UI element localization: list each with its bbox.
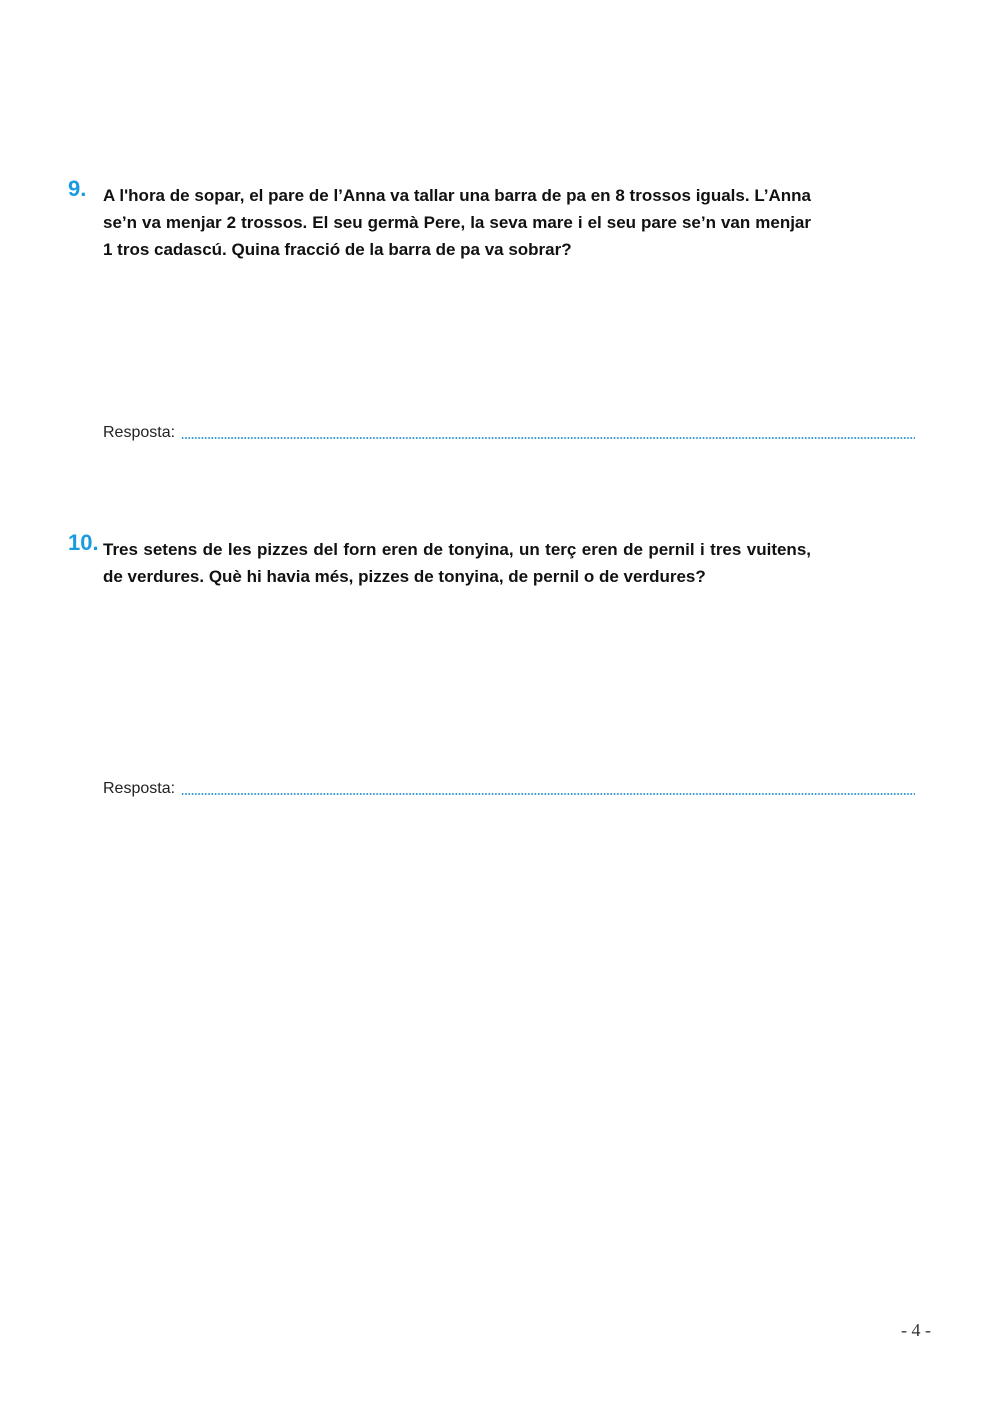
page-number: - 4 -	[901, 1320, 931, 1340]
answer-row-10	[103, 776, 915, 798]
answer-row-9	[103, 420, 915, 442]
question-number: 10.	[68, 530, 99, 555]
answer-label: Resposta:	[103, 780, 176, 797]
question-9	[68, 176, 828, 263]
question-10	[68, 530, 828, 590]
question-number: 9.	[68, 176, 87, 201]
answer-field[interactable]	[181, 793, 915, 795]
question-text: A l'hora de sopar, el pare de l’Anna va tallar una barra de pa en 8 trossos iguals. L’Anna se’n va menjar 2 trossos. El seu germà Pere, la seva mare i el seu pare se’n van menjar 1 tros cadascú. Quina fracció de la barra de pa va sobrar?	[103, 186, 811, 259]
answer-field[interactable]	[181, 437, 915, 439]
question-text: Tres setens de les pizzes del forn eren de tonyina, un terç eren de pernil i tres vuitens, de verdures. Què hi havia més, pizzes de tonyina, de pernil o de verdures?	[103, 540, 811, 586]
answer-label: Resposta:	[103, 424, 176, 441]
